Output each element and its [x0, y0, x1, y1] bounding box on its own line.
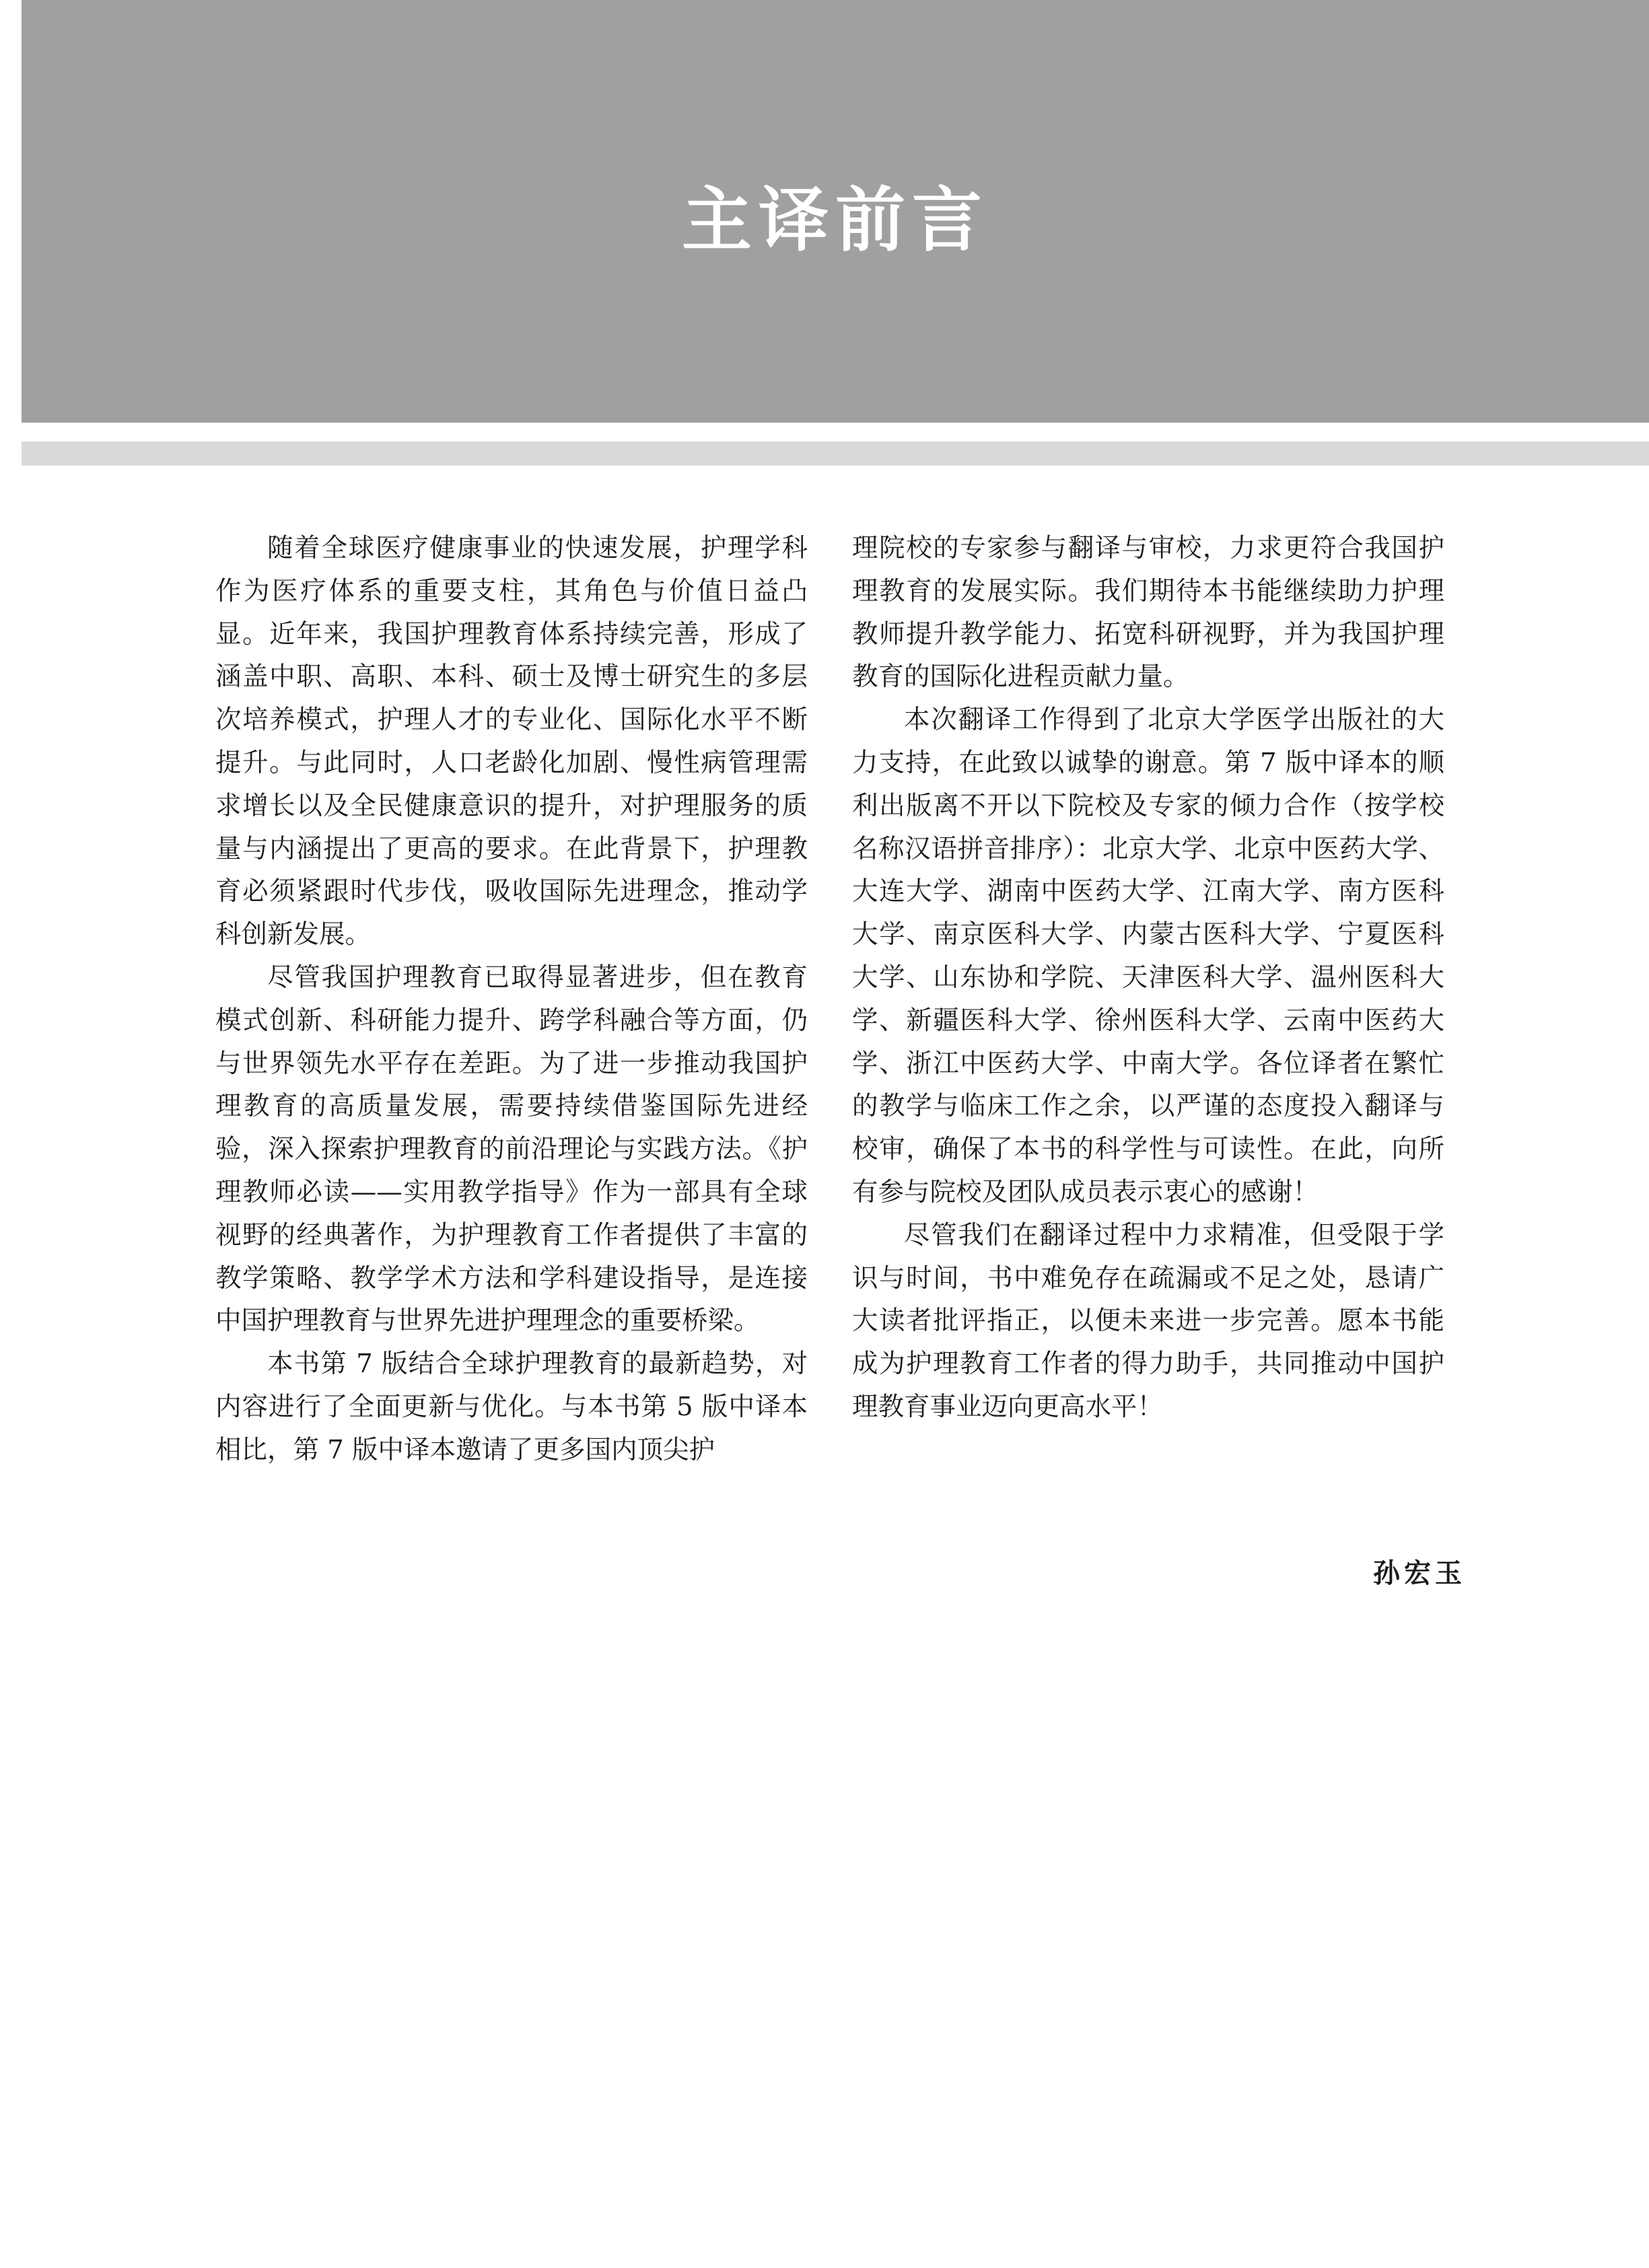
left-text-column: [215, 527, 808, 1472]
body-paragraph: 尽管我们在翻译过程中力求精准，但受限于学识与时间，书中难免存在疏漏或不足之处，恳请广大读者批评指正，以便未来进一步完善。愿本书能成为护理教育工作者的得力助手，共同推动中国护理教育事业迈向更高水平！: [852, 1219, 1444, 1422]
body-paragraph: 尽管我国护理教育已取得显著进步，但在教育模式创新、科研能力提升、跨学科融合等方面，仍与世界领先水平存在差距。为了进一步推动我国护理教育的高质量发展，需要持续借鉴国际先进经验，深入探索护理教育的前沿理论与实践方法。《护理教师必读——实用教学指导》作为一部具有全球视野的经典著作，为护理教育工作者提供了丰富的教学策略、教学学术方法和学科建设指导，是连接中国护理教育与世界先进护理理念的重要桥梁。: [215, 962, 808, 1337]
page-title: 主译前言: [681, 179, 989, 261]
decorative-divider: [22, 441, 1649, 466]
right-text-column: [852, 527, 1444, 1429]
header-band: [22, 0, 1649, 423]
author-signature: 孙宏玉: [1373, 1557, 1466, 1589]
body-paragraph: 本书第 7 版结合全球护理教育的最新趋势，对内容进行了全面更新与优化。与本书第 5 版中译本相比，第 7 版中译本邀请了更多国内顶尖护: [215, 1349, 808, 1465]
body-paragraph: 本次翻译工作得到了北京大学医学出版社的大力支持，在此致以诚挚的谢意。第 7 版中译本的顺利出版离不开以下院校及专家的倾力合作（按学校名称汉语拼音排序）：北京大学、北京中医药大学、大连大学、湖南中医药大学、江南大学、南方医科大学、南京医科大学、内蒙古医科大学、宁夏医科大学、山东协和学院、天津医科大学、温州医科大学、新疆医科大学、徐州医科大学、云南中医药大学、浙江中医药大学、中南大学。各位译者在繁忙的教学与临床工作之余，以严谨的态度投入翻译与校审，确保了本书的科学性与可读性。在此，向所有参与院校及团队成员表示衷心的感谢！: [852, 705, 1444, 1207]
body-paragraph: 随着全球医疗健康事业的快速发展，护理学科作为医疗体系的重要支柱，其角色与价值日益凸显。近年来，我国护理教育体系持续完善，形成了涵盖中职、高职、本科、硕士及博士研究生的多层次培养模式，护理人才的专业化、国际化水平不断提升。与此同时，人口老龄化加剧、慢性病管理需求增长以及全民健康意识的提升，对护理服务的质量与内涵提出了更高的要求。在此背景下，护理教育必须紧跟时代步伐，吸收国际先进理念，推动学科创新发展。: [215, 533, 808, 950]
body-paragraph-continuation: 理院校的专家参与翻译与审校，力求更符合我国护理教育的发展实际。我们期待本书能继续助力护理教师提升教学能力、拓宽科研视野，并为我国护理教育的国际化进程贡献力量。: [852, 533, 1444, 693]
